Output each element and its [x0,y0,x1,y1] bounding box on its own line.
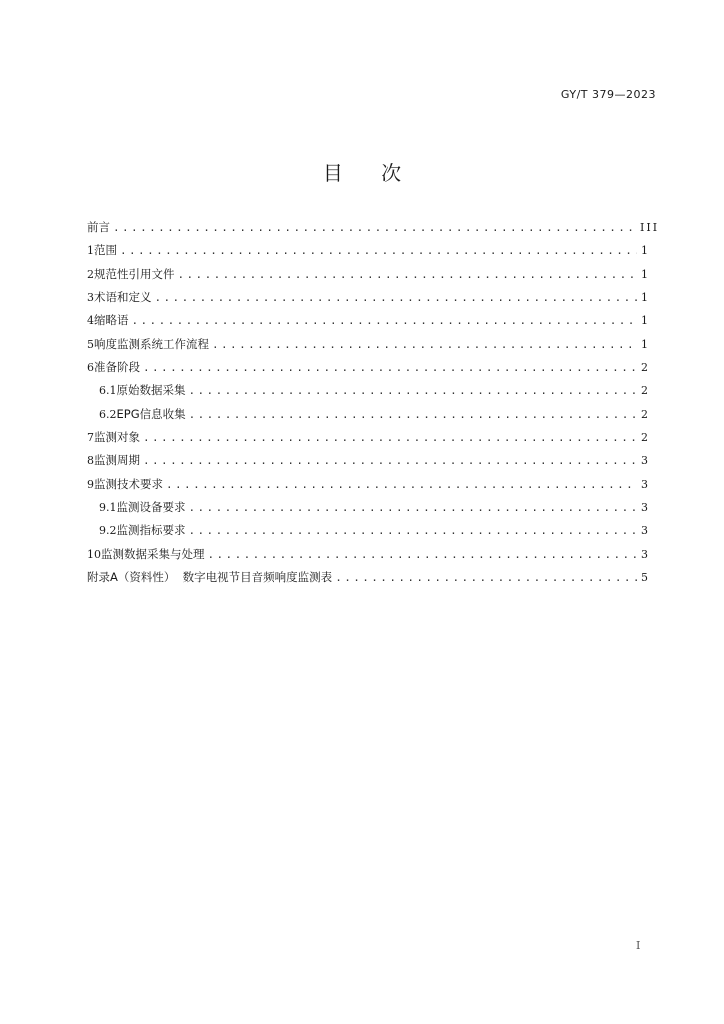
toc-entry-6-1[interactable] [87,379,648,402]
table-of-contents [87,216,660,590]
toc-entry-title: 附录A（资料性） 数字电视节目音频响度监测表 [87,570,333,585]
toc-entry-number: 9 [87,477,94,491]
toc-entry-6[interactable] [87,356,648,379]
toc-entry-page: 2 [641,384,648,398]
toc-entry-page: 1 [641,267,648,281]
toc-leader-dots [212,333,637,356]
toc-entry-title: 规范性引用文件 [94,266,175,281]
toc-entry-6-2[interactable] [87,403,648,426]
toc-entry-9-2[interactable] [87,519,648,542]
toc-entry-page: 3 [641,524,648,538]
toc-leader-dots [189,519,638,542]
toc-entry-page: 2 [641,361,648,375]
toc-entry-title: 监测对象 [94,430,140,445]
toc-entry-page: 1 [641,314,648,328]
toc-entry-9[interactable] [87,473,648,496]
toc-entry-number: 1 [87,244,94,258]
toc-entry-page: III [640,221,660,234]
toc-entry-page: 2 [641,431,648,445]
toc-leader-dots [189,403,637,426]
toc-entry-page: 1 [641,337,648,351]
toc-entry-title: 术语和定义 [94,290,152,305]
toc-entry-appendix-a[interactable] [87,566,648,589]
page-title: 目 次 [322,161,418,185]
toc-leader-dots [335,566,637,589]
toc-entry-number: 7 [87,431,94,445]
toc-entry-page: 5 [641,571,648,585]
toc-entry-title: EPG信息收集 [116,406,186,421]
toc-entry-number: 6.2 [99,407,117,421]
toc-entry-page: 3 [641,501,648,515]
toc-entry-title: 准备阶段 [94,360,140,375]
toc-entry-4[interactable] [87,309,648,332]
toc-leader-dots [120,239,637,262]
toc-entry-title: 监测数据采集与处理 [101,546,205,561]
toc-entry-5[interactable] [87,333,648,356]
toc-leader-dots [208,543,638,566]
toc-entry-number: 6 [87,361,94,375]
toc-entry-page: 2 [641,407,648,421]
toc-entry-page: 1 [641,291,648,305]
toc-leader-dots [143,356,637,379]
toc-entry-number: 9.1 [99,501,117,515]
toc-leader-dots [189,496,638,519]
footer-page-number: I [636,939,641,952]
toc-entry-page: 3 [641,547,648,561]
toc-entry-2[interactable] [87,263,648,286]
toc-entry-number: 4 [87,314,94,328]
toc-entry-foreword[interactable] [87,216,660,239]
toc-leader-dots [132,309,638,332]
toc-entry-number: 3 [87,291,94,305]
toc-entry-title: 前言 [87,220,110,234]
toc-entry-title: 范围 [94,243,117,258]
toc-entry-page: 3 [641,454,648,468]
toc-entry-page: 3 [641,477,648,491]
toc-entry-number: 2 [87,267,94,281]
toc-entry-page: 1 [641,244,648,258]
toc-leader-dots [143,449,637,472]
toc-entry-title: 缩略语 [94,313,129,328]
toc-leader-dots [189,379,638,402]
toc-entry-10[interactable] [87,543,648,566]
toc-leader-dots [113,216,637,239]
toc-entry-title: 监测设备要求 [116,500,186,515]
toc-entry-3[interactable] [87,286,648,309]
toc-entry-title: 响度监测系统工作流程 [94,336,209,351]
toc-entry-title: 监测周期 [94,453,140,468]
toc-entry-1[interactable] [87,239,648,262]
toc-entry-number: 8 [87,454,94,468]
toc-entry-7[interactable] [87,426,648,449]
toc-entry-9-1[interactable] [87,496,648,519]
toc-entry-title: 监测指标要求 [116,523,186,538]
toc-entry-number: 9.2 [99,524,117,538]
toc-leader-dots [166,473,637,496]
toc-leader-dots [178,263,638,286]
toc-entry-number: 10 [87,547,101,561]
toc-entry-title: 原始数据采集 [116,383,186,398]
toc-entry-number: 5 [87,337,94,351]
toc-leader-dots [143,426,637,449]
toc-entry-number: 6.1 [99,384,117,398]
standard-code: GY/T 379—2023 [560,88,656,101]
toc-entry-8[interactable] [87,449,648,472]
toc-leader-dots [155,286,638,309]
toc-entry-title: 监测技术要求 [94,476,163,491]
